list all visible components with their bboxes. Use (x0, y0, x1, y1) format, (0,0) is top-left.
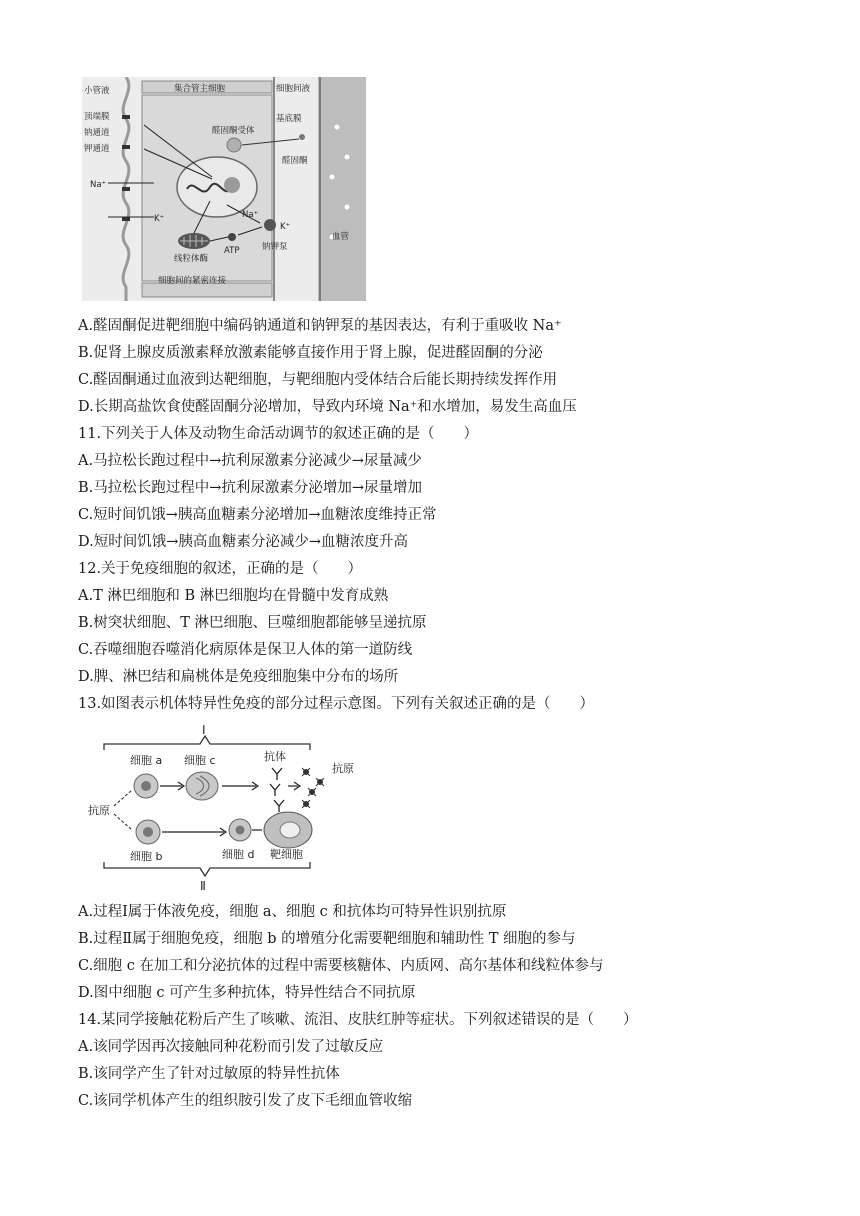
q13-option-a: A.过程Ⅰ属于体液免疫，细胞 a、细胞 c 和抗体均可特异性识别抗原 (78, 904, 507, 920)
label-cell-b: 细胞 b (130, 850, 163, 863)
label-target-cell: 靶细胞 (270, 848, 303, 861)
q12-option-d: D.脾、淋巴结和扁桃体是免疫细胞集中分布的场所 (78, 669, 399, 685)
label-process-1: Ⅰ (202, 724, 206, 737)
label-cell-c: 细胞 c (184, 754, 216, 767)
label-tight-junction: 细胞间的紧密连接 (158, 276, 227, 286)
q12-option-c: C.吞噬细胞吞噬消化病原体是保卫人体的第一道防线 (78, 642, 413, 658)
q13-option-c: C.细胞 c 在加工和分泌抗体的过程中需要核糖体、内质网、高尔基体和线粒体参与 (78, 958, 604, 974)
label-sodium-channel: 钠通道 (84, 128, 110, 138)
label-blood-vessel: 血管 (332, 232, 350, 242)
label-potassium-channel: 钾通道 (84, 144, 110, 154)
q12-option-a: A.T 淋巴细胞和 B 淋巴细胞均在骨髓中发育成熟 (78, 588, 389, 604)
label-na-k-pump: 钠钾泵 (262, 242, 288, 252)
immunity-diagram (84, 724, 374, 892)
q14-option-b: B.该同学产生了针对过敏原的特异性抗体 (78, 1066, 340, 1082)
q10-option-a: A.醛固酮促进靶细胞中编码钠通道和钠钾泵的基因表达，有利于重吸收 Na⁺ (78, 318, 562, 334)
q10-option-c: C.醛固酮通过血液到达靶细胞，与靶细胞内受体结合后能长期持续发挥作用 (78, 372, 558, 388)
label-apical-membrane: 顶端膜 (84, 112, 110, 122)
label-antigen-right: 抗原 (332, 762, 354, 775)
q13-stem: 13.如图表示机体特异性免疫的部分过程示意图。下列有关叙述正确的是（ ） (78, 696, 595, 712)
label-antibody: 抗体 (264, 750, 286, 763)
label-na-right: Na⁺ (242, 210, 259, 220)
q11-option-d: D.短时间饥饿→胰高血糖素分泌减少→血糖浓度升高 (78, 534, 409, 550)
q11-option-b: B.马拉松长跑过程中→抗利尿激素分泌增加→尿量增加 (78, 480, 423, 496)
cell-c-icon (186, 772, 218, 800)
label-principal-cell: 集合管主细胞 (174, 84, 226, 94)
label-k-left: K⁺ (154, 214, 165, 224)
label-mitochondrial-enzyme: 线粒体酶 (174, 254, 209, 264)
label-antigen-left: 抗原 (88, 804, 110, 817)
na-k-pump-icon (264, 219, 276, 231)
q13-option-b: B.过程Ⅱ属于细胞免疫，细胞 b 的增殖分化需要靶细胞和辅助性 T 细胞的参与 (78, 931, 576, 947)
label-process-2: Ⅱ (200, 879, 206, 892)
label-na-left: Na⁺ (90, 180, 107, 190)
label-cell-d: 细胞 d (222, 848, 255, 861)
q10-option-b: B.促肾上腺皮质激素释放激素能够直接作用于肾上腺，促进醛固酮的分泌 (78, 345, 543, 361)
antigen-cluster-icon (303, 769, 323, 807)
q11-option-c: C.短时间饥饿→胰高血糖素分泌增加→血糖浓度维持正常 (78, 507, 437, 523)
q11-option-a: A.马拉松长跑过程中→抗利尿激素分泌减少→尿量减少 (78, 453, 422, 469)
aldosterone-receptor-icon (227, 138, 241, 152)
q11-stem: 11.下列关于人体及动物生命活动调节的叙述正确的是（ ） (78, 426, 479, 442)
label-basement-membrane: 基底膜 (276, 114, 302, 124)
q10-option-d: D.长期高盐饮食使醛固酮分泌增加，导致内环境 Na⁺和水增加，易发生高血压 (78, 399, 577, 415)
label-interstitial-fluid: 细胞间液 (276, 84, 311, 94)
label-aldosterone-receptor: 醛固酮受体 (212, 126, 255, 136)
q14-option-c: C.该同学机体产生的组织胺引发了皮下毛细血管收缩 (78, 1093, 413, 1109)
q12-stem: 12.关于免疫细胞的叙述，正确的是（ ） (78, 561, 363, 577)
q14-option-a: A.该同学因再次接触同种花粉而引发了过敏反应 (78, 1039, 384, 1055)
q12-option-b: B.树突状细胞、T 淋巴细胞、巨噬细胞都能够呈递抗原 (78, 615, 427, 631)
label-k-right: K⁺ (280, 222, 291, 232)
q14-stem: 14.某同学接触花粉后产生了咳嗽、流泪、皮肤红肿等症状。下列叙述错误的是（ ） (78, 1012, 638, 1028)
label-tubule-fluid: 小管液 (84, 86, 110, 96)
q13-option-d: D.图中细胞 c 可产生多种抗体，特异性结合不同抗原 (78, 985, 416, 1001)
label-cell-a: 细胞 a (130, 754, 163, 767)
label-aldosterone: 醛固酮 (282, 156, 308, 166)
aldosterone-diagram (82, 77, 366, 301)
label-atp: ATP (224, 246, 240, 256)
